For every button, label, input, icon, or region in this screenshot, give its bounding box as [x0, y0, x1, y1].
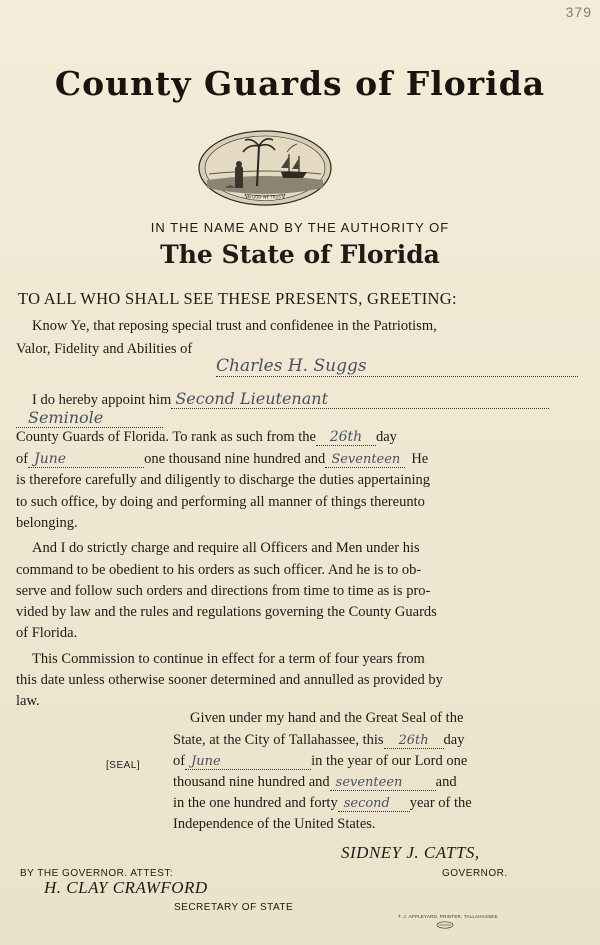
- body-p2-line-4: vided by law and the rules and regulations governing the County Guards: [16, 604, 437, 620]
- printer-imprint: T. J. APPLEYARD, PRINTER, TALLAHASSEE: [398, 914, 498, 919]
- body-p2-line-2: command to be obedient to his orders as such officer. And he is to ob-: [16, 562, 422, 578]
- body-p3-line-3: law.: [16, 693, 40, 709]
- svg-text:IN GOD WE TRUST: IN GOD WE TRUST: [246, 194, 284, 200]
- seal-placeholder: [SEAL]: [106, 760, 141, 771]
- body-p2-line-5: of Florida.: [16, 625, 78, 641]
- rank-date-row: County Guards of Florida. To rank as such from the 26th day: [16, 429, 397, 445]
- secretary-name: H. CLAY CRAWFORD: [44, 878, 208, 897]
- state-seal-image: [195, 128, 335, 208]
- body-p2-line-3: serve and follow such orders and directions from time to time as is pro-: [16, 583, 431, 599]
- page-number: 379: [565, 4, 592, 20]
- attest-line: BY THE GOVERNOR. ATTEST:: [20, 868, 174, 879]
- county-row: [16, 408, 163, 428]
- body-p2-line-1: And I do strictly charge and require all Officers and Men under his: [32, 540, 420, 556]
- greeting-line: TO ALL WHO SHALL SEE THESE PRESENTS, GREETING:: [18, 289, 457, 308]
- governor-title: GOVERNOR.: [442, 868, 508, 879]
- rank-year-field: Seventeen: [325, 452, 405, 468]
- body-line-1: Know Ye, that reposing special trust and confidenee in the Patriotism,: [32, 318, 437, 334]
- state-heading: The State of Florida: [160, 240, 440, 269]
- appointee-name-field: Charles H. Suggs: [216, 356, 578, 377]
- appointee-name-row: [16, 356, 578, 377]
- rank-month-row: of June one thousand nine hundred and Seventeen He: [16, 451, 429, 467]
- given-line-4: thousand nine hundred and seventeen and: [173, 774, 457, 790]
- body-line-2: Valor, Fidelity and Abilities of: [16, 341, 193, 357]
- governor-name: SIDNEY J. CATTS,: [341, 843, 480, 862]
- rank-month-field: June: [28, 451, 144, 468]
- secretary-title: SECRETARY OF STATE: [174, 902, 294, 913]
- union-label-icon: [436, 921, 454, 929]
- appoint-row: I do hereby appoint him Second Lieutenant: [32, 389, 549, 409]
- body-line-8: belonging.: [16, 515, 78, 531]
- given-year-field: seventeen: [330, 775, 436, 791]
- given-line-1: Given under my hand and the Great Seal of the: [190, 710, 464, 726]
- body-line-6: is therefore carefully and diligently to discharge the duties appertaining: [16, 472, 431, 488]
- given-independence-year-field: second: [338, 796, 410, 812]
- body-p3-line-2: this date unless otherwise sooner determined and annulled as provided by: [16, 672, 443, 688]
- county-field: Seminole: [16, 408, 163, 428]
- rank-day-field: 26th: [316, 429, 376, 446]
- given-line-3: of June in the year of our Lord one: [173, 753, 468, 769]
- given-line-2: State, at the City of Tallahassee, this 26th day: [173, 732, 465, 748]
- given-line-5: in the one hundred and forty second year of the: [173, 795, 472, 811]
- given-month-field: June: [185, 754, 311, 770]
- given-day-field: 26th: [384, 733, 444, 749]
- given-line-6: Independence of the United States.: [173, 816, 376, 832]
- authority-line: IN THE NAME AND BY THE AUTHORITY OF: [150, 220, 450, 235]
- document-title: County Guards of Florida: [54, 64, 546, 103]
- rank-field: Second Lieutenant: [171, 389, 549, 409]
- body-p3-line-1: This Commission to continue in effect for a term of four years from: [32, 651, 425, 667]
- body-line-7: to such office, by doing and performing all manner of things thereunto: [16, 494, 425, 510]
